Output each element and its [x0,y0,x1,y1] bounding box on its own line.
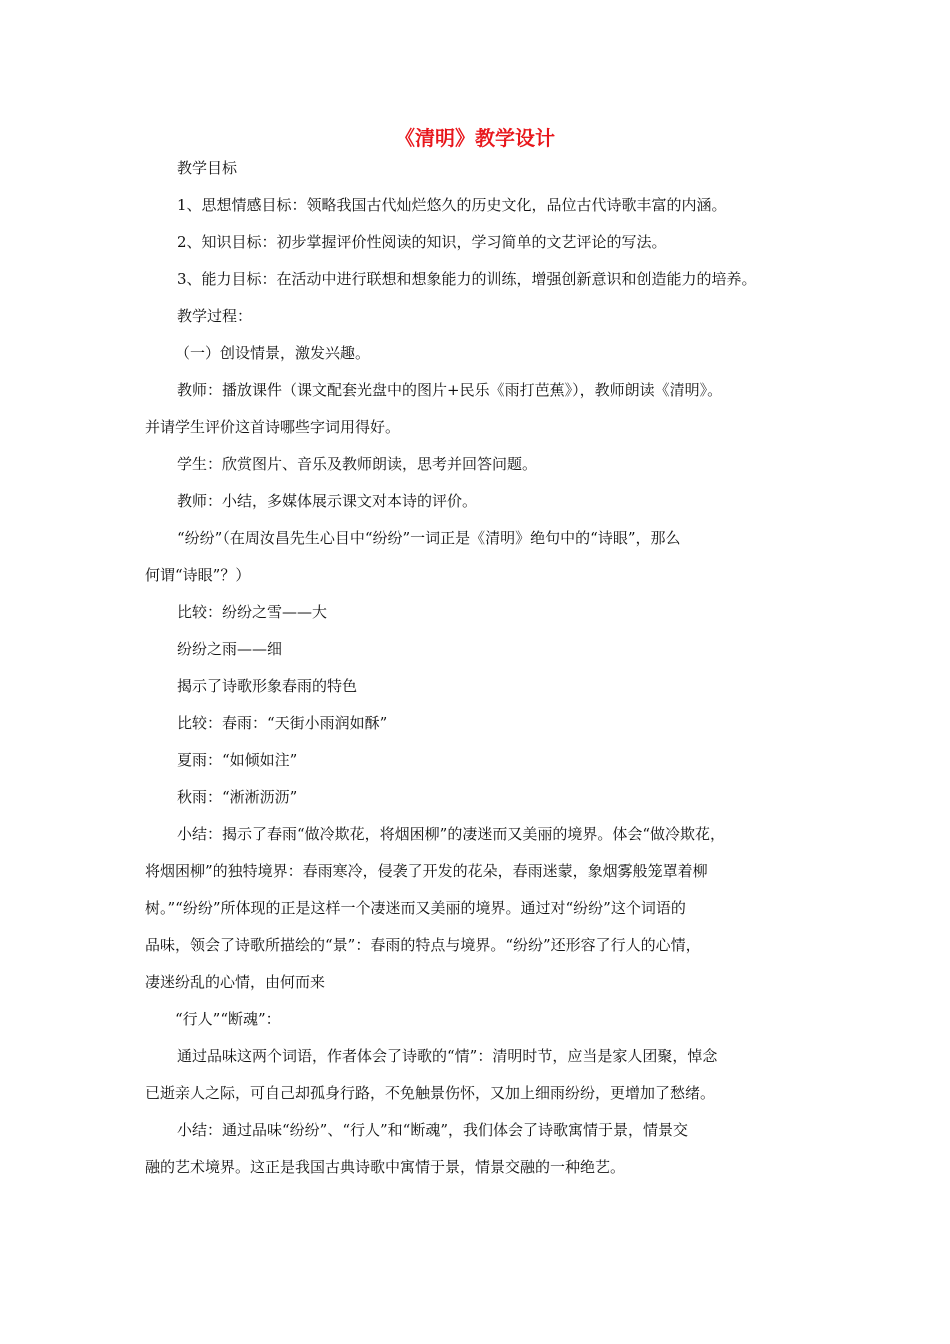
paragraph-summary-2-cont: 融的艺术境界。这正是我国古典诗歌中寓情于景，情景交融的一种绝艺。 [145,1158,626,1176]
paragraph-summary-1-line-3: 树。”“纷纷”所体现的正是这样一个凄迷而又美丽的境界。通过对“纷纷”这个词语的 [145,899,686,917]
paragraph-emotion: 通过品味这两个词语，作者体会了诗歌的“情”：清明时节，应当是家人团聚，悼念 [177,1047,718,1065]
paragraph-student: 学生：欣赏图片、音乐及教师朗读，思考并回答问题。 [177,455,538,473]
document-body [145,150,821,1186]
paragraph-xingren-duanhun: “行人”“断魂”： [175,1010,281,1028]
paragraph-summary-1: 小结：揭示了春雨“做冷欺花，将烟困柳”的凄迷而又美丽的境界。体会“做冷欺花， [177,825,726,843]
paragraph-teacher-1-cont: 并请学生评价这首诗哪些字词用得好。 [145,418,401,436]
paragraph-summary-1-line-2: 将烟困柳”的独特境界：春雨寒冷，侵袭了开发的花朵，春雨迷蒙，象烟雾般笼罩着柳 [145,862,708,880]
paragraph-compare-rain: 纷纷之雨——细 [177,640,283,658]
paragraph-summary-1-line-5: 凄迷纷乱的心情，由何而来 [145,973,326,991]
paragraph-step-1: （一）创设情景，激发兴趣。 [175,344,371,362]
paragraph-reveal: 揭示了诗歌形象春雨的特色 [177,677,358,695]
paragraph-summary-1-line-4: 品味，领会了诗歌所描绘的“景”：春雨的特点与境界。“纷纷”还形容了行人的心情， [145,936,701,954]
paragraph-objective-2: 2、知识目标：初步掌握评价性阅读的知识，学习简单的文艺评论的写法。 [177,233,667,251]
paragraph-heading-process: 教学过程： [177,307,253,325]
paragraph-teacher-2: 教师：小结，多媒体展示课文对本诗的评价。 [177,492,478,510]
paragraph-heading-objectives: 教学目标 [177,159,238,177]
paragraph-spring-rain: 比较：春雨：“天街小雨润如酥” [177,714,388,732]
paragraph-compare-snow: 比较：纷纷之雪——大 [177,603,328,621]
document-title: 《清明》教学设计 [395,126,555,150]
paragraph-fenfen: “纷纷”（在周汝昌先生心目中“纷纷”一词正是《清明》绝句中的“诗眼”，那么 [177,529,681,547]
paragraph-objective-3: 3、能力目标：在活动中进行联想和想象能力的训练，增强创新意识和创造能力的培养。 [177,270,757,288]
paragraph-teacher-1: 教师：播放课件（课文配套光盘中的图片+民乐《雨打芭蕉》），教师朗读《清明》。 [177,381,723,399]
paragraph-autumn-rain: 秋雨：“淅淅沥沥” [177,788,298,806]
paragraph-emotion-cont: 已逝亲人之际，可自己却孤身行路，不免触景伤怀，又加上细雨纷纷，更增加了愁绪。 [145,1084,716,1102]
paragraph-summary-2: 小结：通过品味“纷纷”、“行人”和“断魂”，我们体会了诗歌寓情于景，情景交 [177,1121,689,1139]
paragraph-fenfen-cont: 何谓“诗眼”？） [145,566,251,584]
paragraph-objective-1: 1、思想情感目标：领略我国古代灿烂悠久的历史文化，品位古代诗歌丰富的内涵。 [177,196,727,214]
paragraph-summer-rain: 夏雨：“如倾如注” [177,751,298,769]
